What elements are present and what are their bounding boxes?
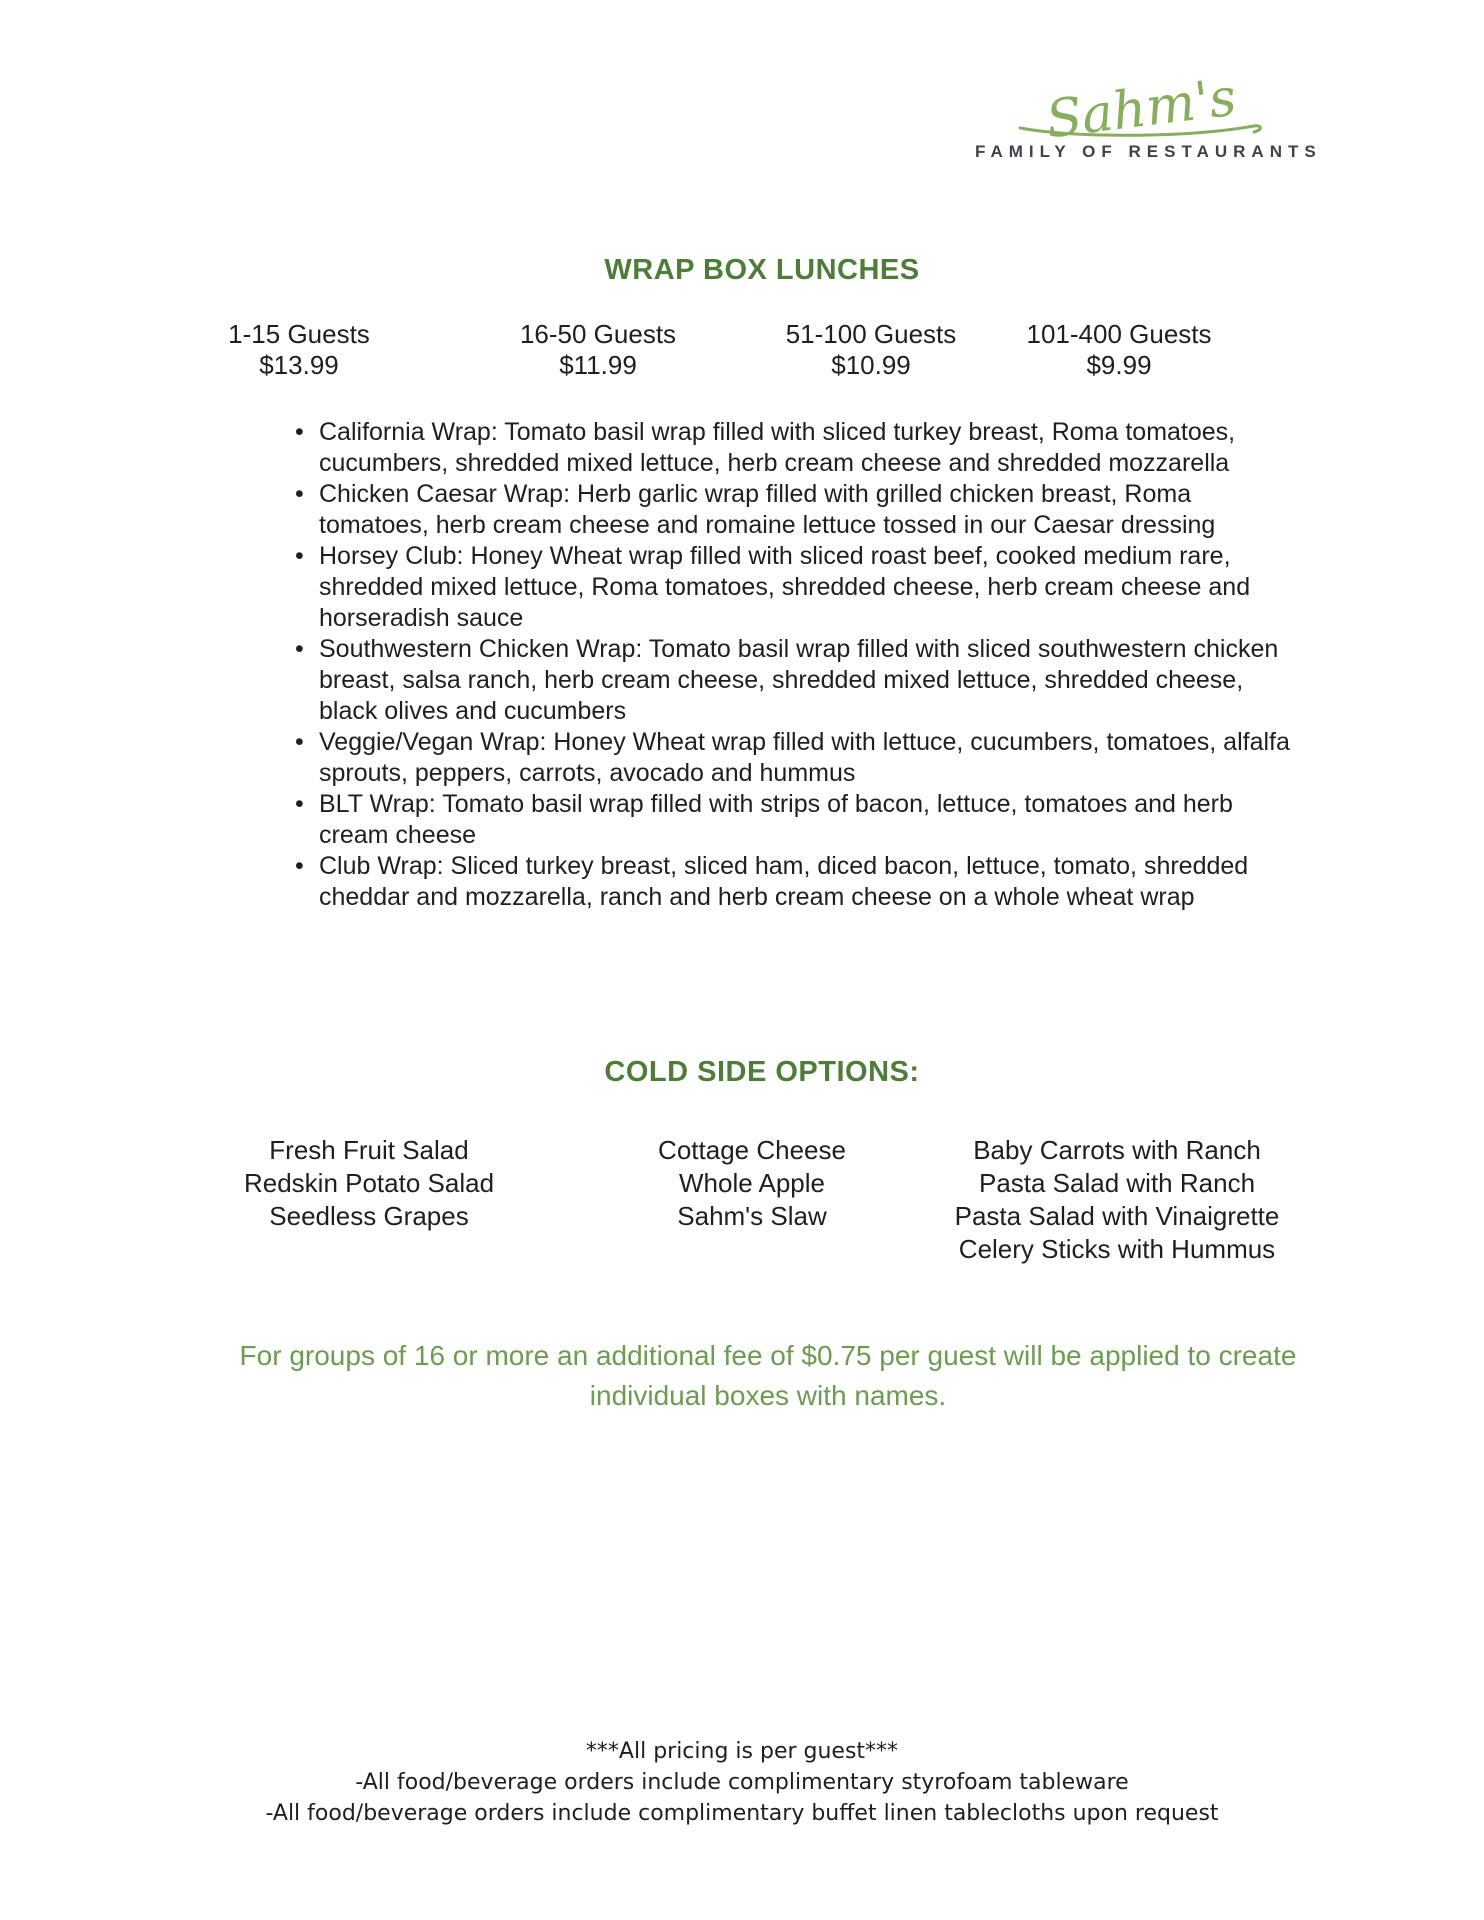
side-option: Cottage Cheese bbox=[658, 1135, 846, 1165]
pricing-tier bbox=[228, 319, 370, 381]
side-option: Pasta Salad with Ranch bbox=[978, 1168, 1256, 1198]
wrap-description: BLT Wrap: Tomato basil wrap filled with strips of bacon, lettuce, tomatoes and herb cream cheese bbox=[319, 790, 1233, 849]
tier-price: $11.99 bbox=[559, 350, 637, 380]
group-fee-note bbox=[0, 1336, 1484, 1416]
side-option: Seedless Grapes bbox=[269, 1201, 469, 1231]
cold-sides-column bbox=[658, 1134, 846, 1233]
logo-subtitle: FAMILY OF RESTAURANTS bbox=[975, 142, 1322, 161]
logo-script-wordmark: Sahm's bbox=[1042, 67, 1240, 151]
footer-note-line: -All food/beverage orders include complimentary styrofoam tableware bbox=[355, 1770, 1129, 1795]
footer-notes bbox=[0, 1736, 1484, 1829]
group-fee-note-line: individual boxes with names. bbox=[589, 1380, 947, 1411]
cold-sides-column bbox=[955, 1134, 1280, 1266]
group-fee-note-line: For groups of 16 or more an additional fee of $0.75 per guest will be applied to create bbox=[239, 1340, 1297, 1371]
bullet-icon: • bbox=[295, 542, 304, 570]
tier-guest-range: 16-50 Guests bbox=[519, 319, 677, 349]
side-option: Whole Apple bbox=[679, 1168, 825, 1198]
wrap-description: Horsey Club: Honey Wheat wrap filled with sliced roast beef, cooked medium rare, shredded mixed lettuce, Roma tomatoes, shredded cheese, herb cream cheese and horseradish sauce bbox=[319, 542, 1251, 632]
tier-price: $10.99 bbox=[831, 350, 911, 380]
side-option: Baby Carrots with Ranch bbox=[973, 1135, 1261, 1165]
list-item bbox=[295, 851, 1290, 913]
wrap-description: Chicken Caesar Wrap: Herb garlic wrap filled with grilled chicken breast, Roma tomatoes, herb cream cheese and romaine lettuce tossed in our Caesar dressing bbox=[319, 480, 1216, 539]
tier-price: $9.99 bbox=[1086, 350, 1152, 380]
list-item bbox=[295, 789, 1290, 851]
footer-note-line: -All food/beverage orders include complimentary buffet linen tablecloths upon request bbox=[265, 1801, 1219, 1826]
bullet-icon: • bbox=[295, 480, 304, 508]
wrap-description: Southwestern Chicken Wrap: Tomato basil wrap filled with sliced southwestern chicken breast, salsa ranch, herb cream cheese, shredded mixed lettuce, shredded cheese, black olives and cucumbers bbox=[319, 635, 1279, 725]
side-option: Sahm's Slaw bbox=[677, 1201, 827, 1231]
pricing-tier bbox=[520, 319, 676, 381]
pricing-tier bbox=[1026, 319, 1211, 381]
bullet-icon: • bbox=[295, 728, 304, 756]
side-option: Pasta Salad with Vinaigrette bbox=[954, 1201, 1280, 1231]
tier-guest-range: 1-15 Guests bbox=[228, 319, 370, 349]
wrap-description: Club Wrap: Sliced turkey breast, sliced ham, diced bacon, lettuce, tomato, shredded cheddar and mozzarella, ranch and herb cream cheese on a whole wheat wrap bbox=[319, 852, 1249, 911]
tier-price: $13.99 bbox=[259, 350, 339, 380]
wrap-menu-list bbox=[295, 417, 1290, 913]
list-item bbox=[295, 727, 1290, 789]
side-option: Celery Sticks with Hummus bbox=[958, 1234, 1276, 1264]
list-item bbox=[295, 541, 1290, 634]
page-title: WRAP BOX LUNCHES bbox=[604, 254, 920, 286]
cold-sides-column bbox=[244, 1134, 494, 1233]
wrap-description: California Wrap: Tomato basil wrap filled with sliced turkey breast, Roma tomatoes, cucumbers, shredded mixed lettuce, herb cream cheese and shredded mozzarella bbox=[319, 418, 1236, 477]
tier-guest-range: 101-400 Guests bbox=[1026, 319, 1212, 349]
bullet-icon: • bbox=[295, 418, 304, 446]
restaurant-logo bbox=[975, 67, 1322, 162]
side-option: Fresh Fruit Salad bbox=[269, 1135, 469, 1165]
side-option: Redskin Potato Salad bbox=[243, 1168, 495, 1198]
footer-note-line: ***All pricing is per guest*** bbox=[585, 1739, 899, 1764]
list-item bbox=[295, 634, 1290, 727]
pricing-table bbox=[0, 319, 1484, 389]
list-item bbox=[295, 479, 1290, 541]
cold-sides-heading: COLD SIDE OPTIONS: bbox=[604, 1056, 920, 1088]
bullet-icon: • bbox=[295, 635, 304, 663]
bullet-icon: • bbox=[295, 790, 304, 818]
tier-guest-range: 51-100 Guests bbox=[785, 319, 957, 349]
cold-sides-columns bbox=[0, 1134, 1484, 1304]
list-item bbox=[295, 417, 1290, 479]
pricing-tier bbox=[786, 319, 957, 381]
bullet-icon: • bbox=[295, 852, 304, 880]
wrap-description: Veggie/Vegan Wrap: Honey Wheat wrap filled with lettuce, cucumbers, tomatoes, alfalfa sprouts, peppers, carrots, avocado and hummus bbox=[319, 728, 1290, 787]
